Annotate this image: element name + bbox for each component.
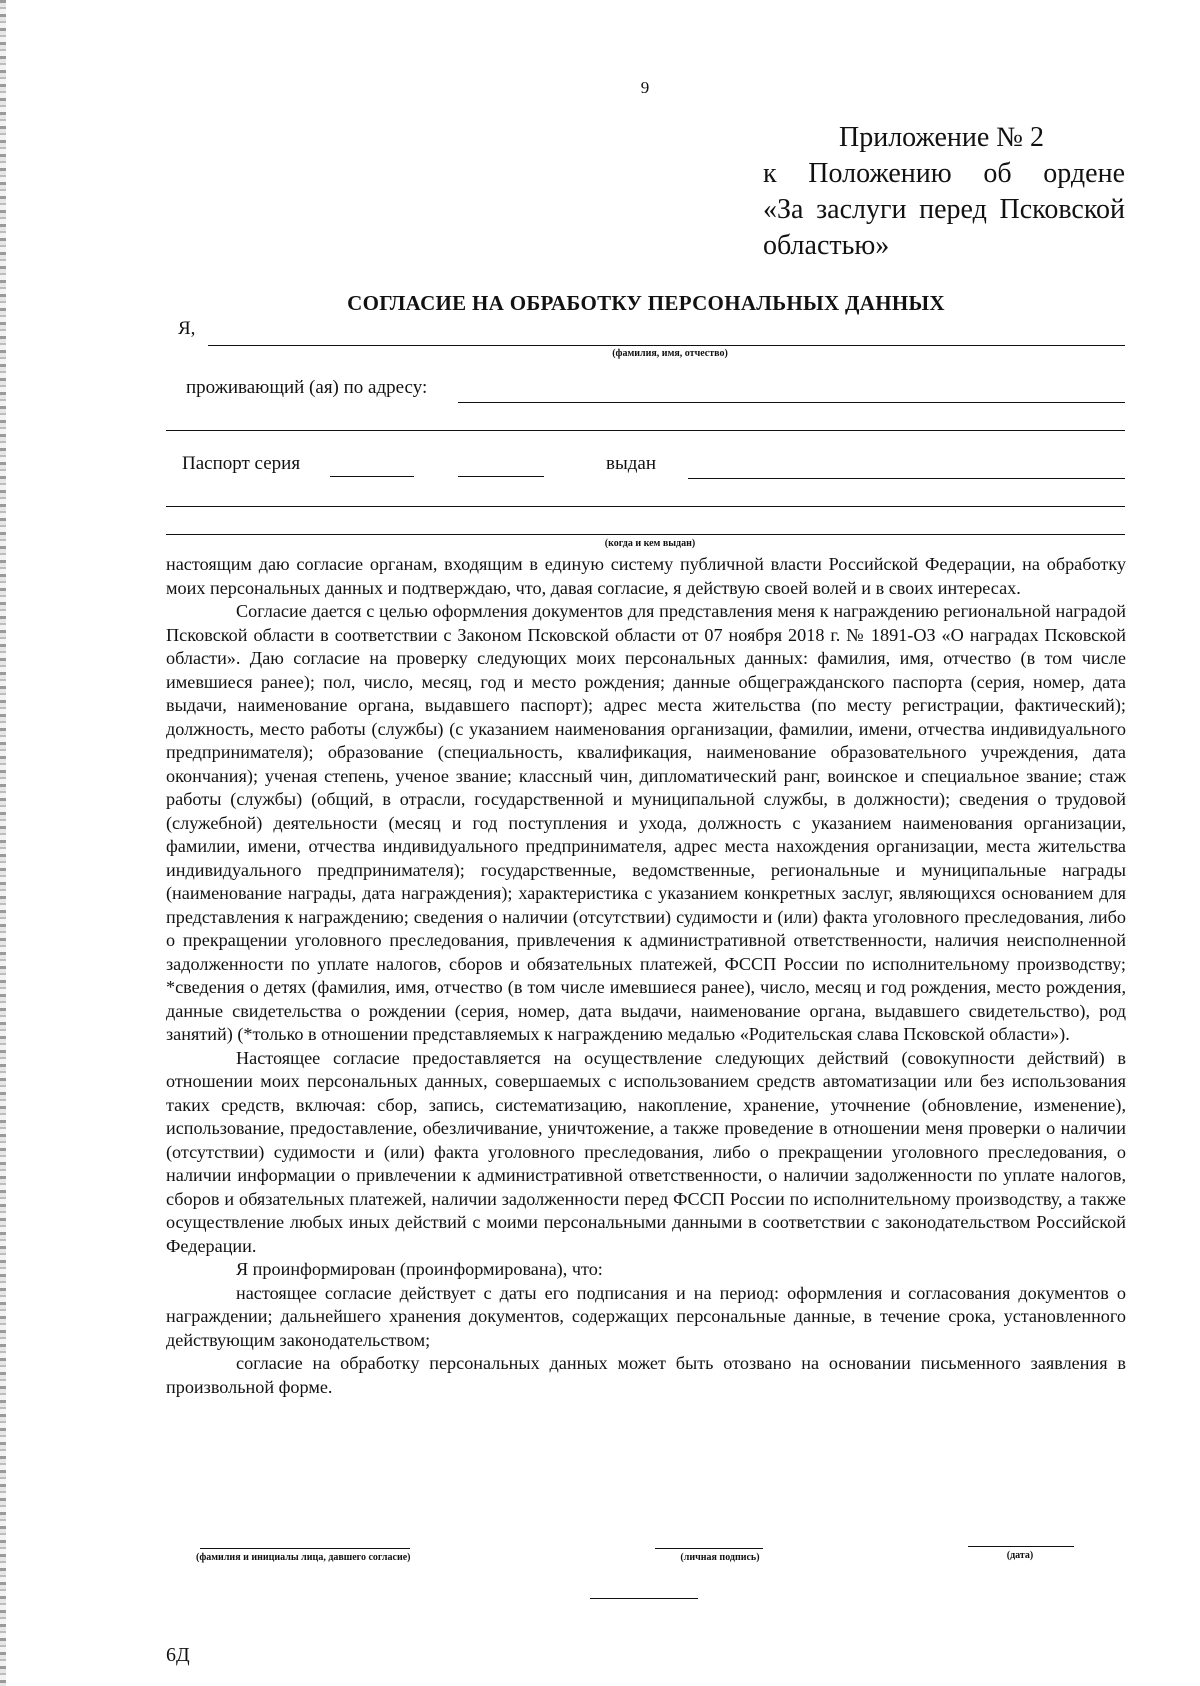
issued-field-line-3[interactable]	[166, 534, 1125, 535]
ya-label: Я,	[178, 318, 196, 339]
signature-line[interactable]	[655, 1548, 763, 1549]
address-label: проживающий (ая) по адресу:	[186, 377, 428, 398]
passport-number-line[interactable]	[458, 476, 544, 477]
body-paragraph-5: настоящее согласие действует с даты его подписания и на период: оформления и согласования документов о награждении; дальнейшего хранения документов, содержащих персональные данные, в течение срока, установленного действующим законодательством;	[166, 1282, 1126, 1350]
document-title: СОГЛАСИЕ НА ОБРАБОТКУ ПЕРСОНАЛЬНЫХ ДАННЫХ	[347, 291, 945, 315]
date-caption: (дата)	[1006, 1550, 1034, 1561]
address-field-line-2[interactable]	[166, 430, 1125, 431]
appendix-heading	[763, 120, 1125, 264]
appendix-line-2: к Положению об ордене	[763, 158, 1125, 189]
bottom-rule	[590, 1598, 698, 1599]
body-paragraph-6: согласие на обработку персональных данных может быть отозвано на основании письменного заявления в произвольной форме.	[166, 1353, 1126, 1397]
appendix-line-1: Приложение № 2	[839, 122, 1044, 153]
scan-edge	[0, 0, 6, 1686]
passport-series-line[interactable]	[330, 476, 414, 477]
page-number: 9	[640, 78, 650, 97]
name-field-line[interactable]	[208, 345, 1125, 346]
signer-name-caption: (фамилия и инициалы лица, давшего согласие)	[196, 1552, 411, 1563]
body-paragraph-4: Я проинформирован (проинформирована), что:	[236, 1259, 603, 1279]
date-line[interactable]	[968, 1546, 1074, 1547]
footer-code: 6Д	[166, 1644, 190, 1666]
issued-field-line[interactable]	[688, 478, 1125, 479]
passport-label: Паспорт серия	[182, 453, 301, 474]
issued-caption: (когда и кем выдан)	[604, 538, 696, 549]
body-paragraph-1: настоящим даю согласие органам, входящим в единую систему публичной власти Российской Федерации, на обработку моих персональных данных и подтверждаю, что, давая согласие, я действую своей волей и в своих интересах.	[166, 554, 1126, 598]
appendix-line-3: «За заслуги перед Псковской	[763, 194, 1125, 225]
signer-name-line[interactable]	[200, 1548, 410, 1549]
issued-field-line-2[interactable]	[166, 506, 1125, 507]
consent-body	[166, 553, 1126, 1399]
name-caption: (фамилия, имя, отчество)	[612, 348, 728, 359]
signature-caption: (личная подпись)	[680, 1552, 760, 1563]
address-field-line[interactable]	[458, 402, 1125, 403]
appendix-line-4: областью»	[763, 230, 890, 261]
body-paragraph-3: Настоящее согласие предоставляется на осуществление следующих действий (совокупности действий) в отношении моих персональных данных, совершаемых с использованием средств автоматизации или без использования таких средств, включая: сбор, запись, систематизацию, накопление, хранение, уточнение (обновление, изменение), использование, предоставление, обезличивание, уничтожение, а также проведение в отношении меня проверки о наличии (отсутствии) судимости и (или) факта уголовного преследования, либо о прекращении уголовного преследования, о наличии информации о привлечении к административной ответственности, о наличии задолженности по уплате налогов, сборов и обязательных платежей, наличии задолженности перед ФССП России по исполнительному производству, а также осуществление любых иных действий с моими персональными данными в соответствии с законодательством Российской Федерации.	[166, 1047, 1126, 1256]
issued-label: выдан	[606, 453, 657, 474]
body-paragraph-2: Согласие дается с целью оформления документов для представления меня к награждению региональной наградой Псковской области в соответствии с Законом Псковской области от 07 ноября 2018 г. № 1891-ОЗ «О наградах Псковской области». Даю согласие на проверку следующих моих персональных данных: фамилия, имя, отчество (в том числе имевшиеся ранее); пол, число, месяц, год и место рождения; данные общегражданского паспорта (серия, номер, дата выдачи, наименование органа, выдавшего паспорт); адрес места жительства (по месту регистрации, фактический); должность, место работы (службы) (с указанием наименования организации, фамилии, имени, отчества индивидуального предпринимателя); образование (специальность, квалификация, наименование образовательного учреждения, дата окончания); ученая степень, ученое звание; классный чин, дипломатический ранг, воинское и специальное звание; стаж работы (службы) (общий, в отрасли, государственной и муниципальной службы, в должности); сведения о трудовой (служебной) деятельности (месяц и год поступления и ухода, должность с указанием наименования организации, фамилии, имени, отчества индивидуального предпринимателя, адрес места нахождения организации, места жительства индивидуального предпринимателя); государственные, ведомственные, региональные и муниципальные награды (наименование награды, дата награждения); характеристика с указанием конкретных заслуг, являющихся основанием для представления к награждению; сведения о наличии (отсутствии) судимости и (или) факта уголовного преследования, либо о прекращении уголовного преследования, привлечения к административной ответственности, наличия неисполненной задолженности по уплате налогов, сборов и обязательных платежей, ФССП России по исполнительному производству; *сведения о детях (фамилия, имя, отчество (в том числе имевшиеся ранее), число, месяц и год рождения, место рождения, данные свидетельства о рождении (серия, номер, дата выдачи, наименование органа, выдавшего свидетельство), род занятий) (*только в отношении представляемых к награждению медалью «Родительская слава Псковской области»).	[166, 601, 1126, 1044]
